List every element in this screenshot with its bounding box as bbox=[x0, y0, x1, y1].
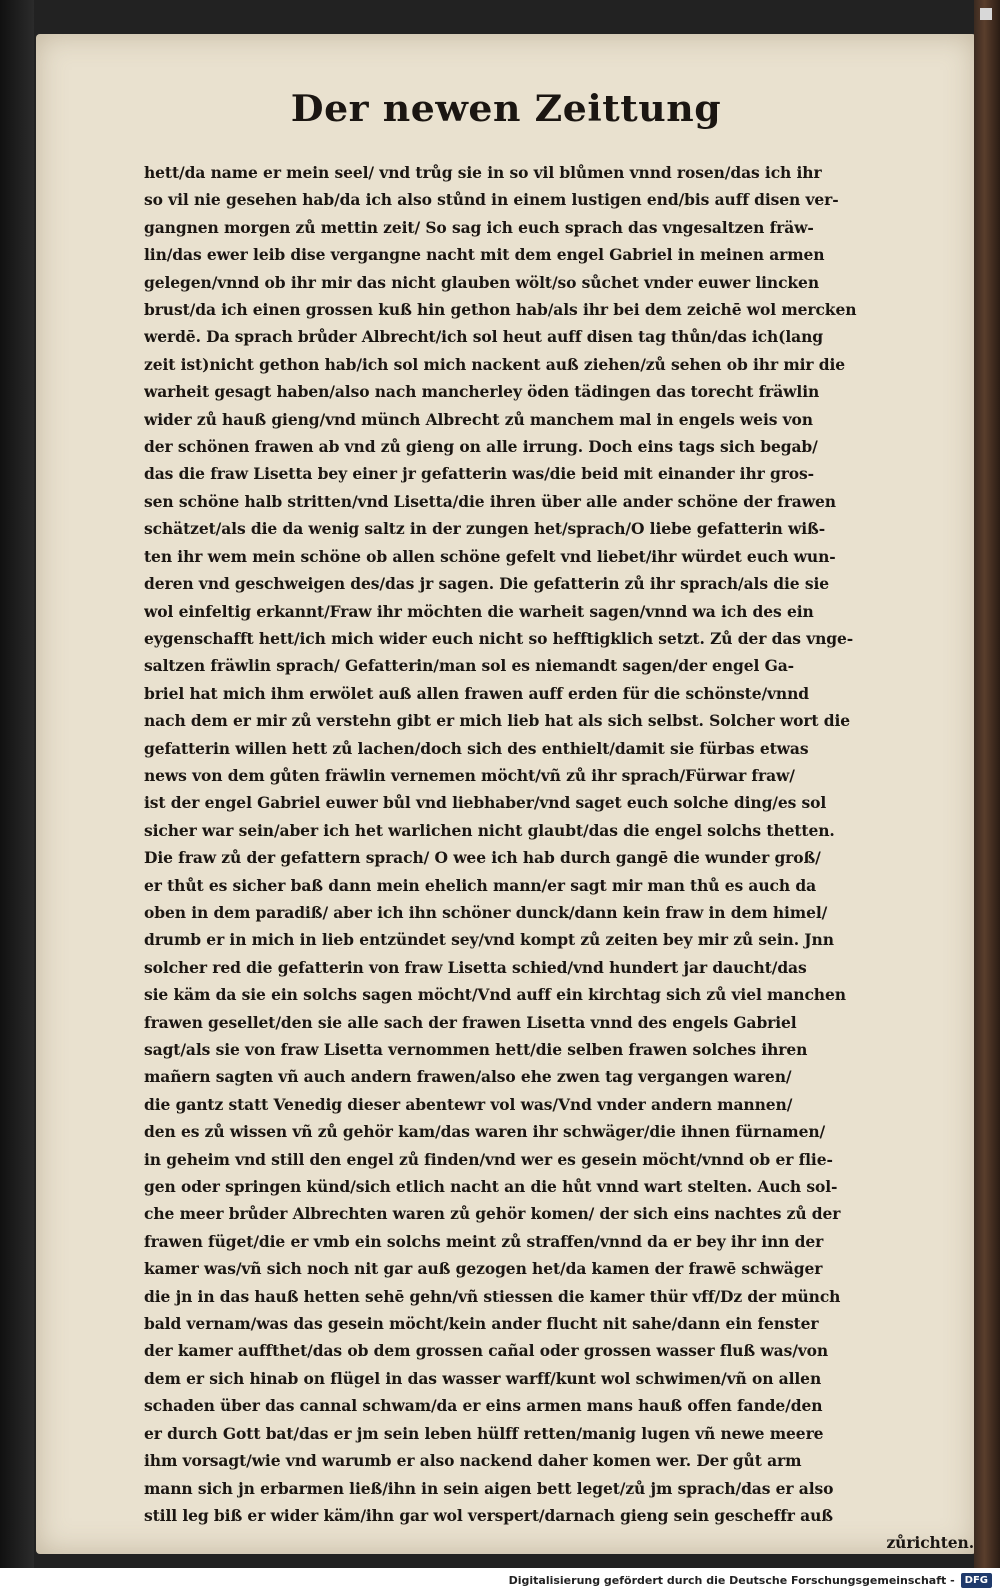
book-spine-edge bbox=[974, 0, 1000, 1568]
text-line: sen schöne halb stritten/vnd Lisetta/die ihren über alle ander schöne der frawen bbox=[144, 491, 836, 511]
text-line: gefatterin willen hett zů lachen/doch sich des enthielt/damit sie fürbas etwas bbox=[144, 738, 809, 758]
text-line: der kamer auffthet/das ob dem grossen cañal oder grossen wasser fluß was/von bbox=[144, 1341, 829, 1361]
book-page bbox=[36, 34, 976, 1554]
text-line: still leg biß er wider käm/ihn gar wol verspert/darnach gieng sein gescheffr auß bbox=[144, 1505, 833, 1525]
text-line: news von dem gůten fräwlin vernemen möcht/vñ zů ihr sprach/Fürwar fraw/ bbox=[144, 765, 795, 785]
text-line: sicher war sein/aber ich het warlichen nicht glaubt/das die engel solchs thetten. bbox=[144, 820, 835, 840]
page-marker-icon bbox=[980, 8, 992, 20]
text-line: brust/da ich einen grossen kuß hin gethon hab/als ihr bei dem zeichē wol mercken bbox=[144, 300, 857, 320]
text-line: die jn in das hauß hetten sehē gehn/vñ stiessen die kamer thür vff/Dz der münch bbox=[144, 1286, 841, 1306]
text-line: zůrichten. bbox=[886, 1533, 974, 1553]
text-line: lin/das ewer leib dise vergangne nacht mit dem engel Gabriel in meinen armen bbox=[144, 245, 825, 265]
text-line: warheit gesagt haben/also nach mancherley öden tädingen das torecht fräwlin bbox=[144, 382, 820, 402]
footer-credit-text: Digitalisierung gefördert durch die Deutsche Forschungsgemeinschaft - bbox=[508, 1574, 955, 1587]
text-line: gelegen/vnnd ob ihr mir das nicht glauben wölt/so sůchet vnder euwer lincken bbox=[144, 272, 819, 292]
text-line: die gantz statt Venedig dieser abentewr vol was/Vnd vnder andern mannen/ bbox=[144, 1094, 793, 1114]
text-line: mañern sagten vñ auch andern frawen/also ehe zwen tag vergangen waren/ bbox=[144, 1067, 792, 1087]
book-edge-left bbox=[0, 0, 34, 1568]
text-line: dem er sich hinab on flügel in das wasser warff/kunt wol schwimen/vñ on allen bbox=[144, 1368, 822, 1388]
text-line: zeit ist)nicht gethon hab/ich sol mich nackent auß ziehen/zů sehen ob ihr mir die bbox=[144, 354, 846, 374]
text-line: sie käm da sie ein solchs sagen möcht/Vnd auff ein kirchtag sich zů viel manchen bbox=[144, 985, 846, 1005]
text-line: mann sich jn erbarmen ließ/ihn in sein aigen bett leget/zů jm sprach/das er also bbox=[144, 1478, 834, 1498]
text-line: er thůt es sicher baß dann mein ehelich mann/er sagt mir man thů es auch da bbox=[144, 875, 817, 895]
text-line: ihm vorsagt/wie vnd warumb er also nackend daher komen wer. Der gůt arm bbox=[144, 1451, 802, 1471]
text-line: eygenschafft hett/ich mich wider euch nicht so hefftigklich setzt. Zů der das vnge- bbox=[144, 628, 854, 648]
text-line: sagt/als sie von fraw Lisetta vernommen hett/die selben frawen solches ihren bbox=[144, 1040, 808, 1059]
text-line: ist der engel Gabriel euwer bůl vnd liebhaber/vnd saget euch solche ding/es sol bbox=[144, 793, 827, 813]
text-line: solcher red die gefatterin von fraw Lisetta schied/vnd hundert jar daucht/das bbox=[144, 957, 807, 977]
text-line: er durch Gott bat/das er jm sein leben hülff retten/manig lugen vñ newe meere bbox=[144, 1423, 824, 1443]
text-line: das die fraw Lisetta bey einer jr gefatterin was/die beid mit einander ihr gros- bbox=[144, 464, 815, 484]
text-line: den es zů wissen vñ zů gehör kam/das waren ihr schwäger/die ihnen fürnamen/ bbox=[144, 1122, 826, 1142]
text-line: Die fraw zů der gefattern sprach/ O wee ich hab durch gangē die wunder groß/ bbox=[144, 848, 821, 868]
page-header: Der newen Zeittung bbox=[290, 88, 722, 130]
text-line: so vil nie gesehen hab/da ich also stůnd in einem lustigen end/bis auff disen ver- bbox=[144, 190, 839, 210]
text-line: oben in dem paradiß/ aber ich ihn schöner dunck/dann kein fraw in dem himel/ bbox=[144, 902, 828, 922]
text-line: gangnen morgen zů mettin zeit/ So sag ich euch sprach das vngesaltzen fräw- bbox=[144, 217, 814, 237]
text-line: frawen füget/die er vmb ein solchs meint zů straffen/vnnd da er bey ihr inn der bbox=[144, 1231, 824, 1251]
text-line: werdē. Da sprach brůder Albrecht/ich sol heut auff disen tag thůn/das ich(lang bbox=[144, 327, 824, 347]
text-line: deren vnd geschweigen des/das jr sagen. Die gefatterin zů ihr sprach/als die sie bbox=[144, 574, 830, 594]
text-line: kamer was/vñ sich noch nit gar auß gezogen het/da kamen der frawē schwäger bbox=[144, 1259, 823, 1279]
text-line: drumb er in mich in lieb entzündet sey/vnd kompt zů zeiten bey mir zů sein. Jnn bbox=[144, 930, 834, 950]
text-line: hett/da name er mein seel/ vnd trůg sie in so vil blůmen vnnd rosen/das ich ihr bbox=[144, 163, 822, 182]
text-line: saltzen fräwlin sprach/ Gefatterin/man sol es niemandt sagen/der engel Ga- bbox=[144, 656, 794, 676]
text-line: schaden über das cannal schwam/da er eins armen mans hauß offen fande/den bbox=[144, 1396, 823, 1416]
text-line: nach dem er mir zů verstehn gibt er mich lieb hat als sich selbst. Solcher wort die bbox=[144, 711, 851, 731]
text-line: frawen gesellet/den sie alle sach der frawen Lisetta vnnd des engels Gabriel bbox=[144, 1012, 797, 1032]
text-line: wider zů hauß gieng/vnd münch Albrecht zů manchem mal in engels weis von bbox=[144, 409, 813, 429]
text-line: der schönen frawen ab vnd zů gieng on alle irrung. Doch eins tags sich begab/ bbox=[144, 437, 818, 457]
text-line: schätzet/als die da wenig saltz in der zungen het/sprach/O liebe gefatterin wiß- bbox=[144, 519, 826, 539]
text-line: wol einfeltig erkannt/Fraw ihr möchten die warheit sagen/vnnd wa ich des ein bbox=[144, 601, 814, 621]
page-body-text bbox=[144, 159, 984, 1557]
text-line: ten ihr wem mein schöne ob allen schöne gefelt vnd liebet/ihr würdet euch wun- bbox=[144, 546, 836, 566]
text-line: gen oder springen künd/sich etlich nacht an die hůt vnnd wart stelten. Auch sol- bbox=[144, 1177, 838, 1197]
text-line: bald vernam/was das gesein möcht/kein ander flucht nit sahe/dann ein fenster bbox=[144, 1314, 819, 1334]
text-line: che meer brůder Albrechten waren zů gehör komen/ der sich eins nachtes zů der bbox=[144, 1204, 841, 1224]
footer-bar bbox=[0, 1568, 1000, 1593]
text-line: briel hat mich ihm erwölet auß allen frawen auff erden für die schönste/vnnd bbox=[144, 683, 810, 703]
text-line: in geheim vnd still den engel zů finden/vnd wer es gesein möcht/vnnd ob er flie- bbox=[144, 1149, 833, 1169]
dfg-logo: DFG bbox=[961, 1573, 992, 1588]
